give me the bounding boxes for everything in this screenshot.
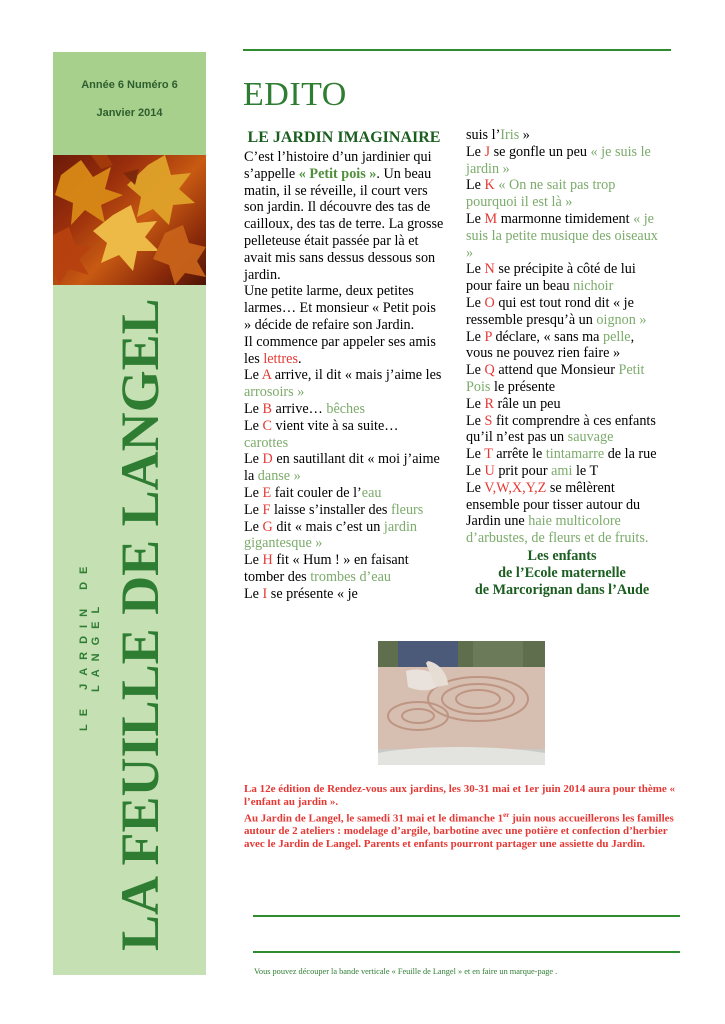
text-run: I <box>262 585 268 602</box>
col2-paragraph <box>466 463 658 480</box>
text-run: se précipite à côté de lui pour faire un beau <box>466 261 636 295</box>
text-run: eau <box>361 484 382 501</box>
col2-paragraph <box>466 144 658 178</box>
text-run: Il commence par appeler ses amis les <box>244 333 436 367</box>
article-title: LE JARDIN IMAGINAIRE <box>247 129 441 146</box>
text-run: O <box>484 294 495 311</box>
text-run: « je suis la petite musique des oiseaux » <box>466 210 658 261</box>
text-run: F <box>262 501 271 518</box>
col1-paragraph <box>244 451 444 485</box>
col1-paragraph <box>244 586 444 603</box>
text-run: Le <box>466 462 485 479</box>
text-run: ami <box>551 462 573 479</box>
text-run: vient vite à sa suite… <box>271 417 399 434</box>
text-run: Le <box>244 585 263 602</box>
text-run: Le <box>244 518 263 535</box>
text-run: arrive… <box>271 400 327 417</box>
text-run: Le <box>466 362 485 379</box>
edito-heading: EDITO <box>243 76 347 113</box>
col1-paragraph <box>244 519 444 553</box>
text-run: Le <box>466 261 485 278</box>
text-run: R <box>484 395 494 412</box>
band-header-block <box>53 52 206 155</box>
issue-number: Année 6 Numéro 6 <box>81 79 178 91</box>
text-run: G <box>262 518 273 535</box>
text-run: se gonfle un peu <box>490 143 591 160</box>
article-column-2 <box>466 127 658 599</box>
text-run: Le <box>466 328 485 345</box>
text-run: Le <box>244 501 263 518</box>
text-run: C’est l’histoire d’un jardinier qui s’appelle <box>244 149 432 182</box>
notice-p2-sup: er <box>503 810 510 819</box>
text-run: Le <box>244 400 263 417</box>
text-run: déclare, « sans ma <box>491 328 603 345</box>
notice-paragraph-1: La 12e édition de Rendez-vous aux jardins, les 30-31 mai et 1er juin 2014 aura pour thème « l’enfant au jardin ». <box>244 783 676 808</box>
signature-line-1: Les enfants <box>527 547 597 564</box>
signature-line-3: de Marcorignan dans l’Aude <box>474 581 650 598</box>
notice-p2-end: juin nous accueillerons les familles autour de 2 ateliers : modelage d’argile, barbotine avec une potière et confection d’herbier avec le Jardin de Langel. Parents et enfants pourront partager une assiette du Jardin. <box>244 812 674 850</box>
top-rule <box>243 49 671 51</box>
text-run: pelle <box>602 328 631 345</box>
text-run: jardin gigantesque » <box>244 518 417 552</box>
text-run: D <box>262 451 273 468</box>
text-run: B <box>262 400 272 417</box>
col2-paragraph <box>466 211 658 261</box>
col2-paragraph <box>466 295 658 329</box>
text-run: arrête le <box>492 446 546 463</box>
text-run: fit comprendre à ces enfants qu’il n’est pas un <box>466 412 656 446</box>
text-run: tintamarre <box>545 446 605 463</box>
col1-paragraph <box>244 334 444 368</box>
text-run: K <box>484 177 495 194</box>
text-run: J <box>484 143 491 160</box>
text-run: nichoir <box>573 278 614 295</box>
autumn-leaves-photo <box>53 155 206 285</box>
col2-paragraph <box>466 127 658 144</box>
text-run: haie multicolore d’arbustes, de fleurs et de fruits. <box>466 513 649 547</box>
text-run: dit « mais c’est un <box>272 518 384 535</box>
text-run: » <box>519 127 530 143</box>
text-run: le présente <box>490 378 556 395</box>
text-run: Le <box>466 294 485 311</box>
text-run: bêches <box>326 400 365 417</box>
col1-paragraph <box>244 401 444 418</box>
text-run: , vous ne pouvez rien faire » <box>466 328 635 362</box>
text-run: de la rue <box>604 446 657 463</box>
col2-paragraph <box>466 413 658 447</box>
article-column-2-body <box>466 127 658 547</box>
notice-paragraph-2 <box>244 809 676 851</box>
text-run: U <box>484 462 495 479</box>
text-run: H <box>262 552 273 569</box>
band-title: LA FEUILLE DE LANGEL <box>110 298 170 952</box>
text-run: se mêlèrent ensemble pour tisser autour du Jardin une <box>466 479 641 530</box>
text-run: qui est tout rond dit « je ressemble presqu’à un <box>466 294 634 328</box>
text-run: fleurs <box>390 501 424 518</box>
text-run: lettres <box>263 350 298 367</box>
text-run: Le <box>466 395 485 412</box>
text-run: fit « Hum ! » en faisant tomber des <box>244 552 409 585</box>
text-run: S <box>484 412 493 429</box>
text-run: arrosoirs » <box>244 384 305 401</box>
text-run: E <box>262 484 272 501</box>
text-run: Le <box>466 143 485 160</box>
text-run: Le <box>244 367 262 384</box>
signature-line-2: de l’Ecole maternelle <box>498 564 626 581</box>
text-run: P <box>484 328 492 345</box>
text-run: oignon » <box>596 311 647 328</box>
text-run: « je suis le jardin » <box>466 143 651 177</box>
col1-paragraph <box>244 418 444 452</box>
bottom-rule-1 <box>253 915 680 917</box>
text-run: Le <box>244 484 263 501</box>
col2-paragraph <box>466 446 658 463</box>
text-run: en sautillant dit « moi j’aime la <box>244 451 440 485</box>
text-run: râle un peu <box>493 395 561 412</box>
clay-hands-photo <box>378 641 545 765</box>
text-run: « On ne sait pas trop pourquoi il est là » <box>466 177 616 211</box>
text-run: Le <box>466 412 485 429</box>
bottom-rule-2 <box>253 951 680 953</box>
footer-bookmark-note: Vous pouvez découper la bande verticale « Feuille de Langel » et en faire un marque-page . <box>254 967 558 976</box>
text-run: fait couler de l’ <box>271 484 362 501</box>
col2-paragraph <box>466 362 658 396</box>
text-run: le T <box>572 462 599 479</box>
text-run: . <box>297 350 302 367</box>
text-run: . Un beau matin, il se réveille, il court vers son jardin. Il découvre des tas de cailloux, des tas de terre. La grosse pelleteuse était passée par là et avait mis sans dessus dessous son jardin. <box>244 165 444 283</box>
event-notice <box>244 783 676 851</box>
text-run: Le <box>466 177 485 194</box>
col1-paragraph <box>244 552 444 586</box>
col2-paragraph <box>466 177 658 211</box>
text-run: prit pour <box>494 462 552 479</box>
text-run: laisse s’installer des <box>270 501 391 518</box>
text-run: Le <box>466 210 485 227</box>
text-run: se présente « je <box>267 585 358 602</box>
band-subtitle: LE JARDIN DE LANGEL <box>78 558 102 732</box>
text-run: A <box>261 367 272 384</box>
col1-paragraph <box>244 502 444 519</box>
text-run: M <box>484 210 498 227</box>
text-run: marmonne timidement <box>497 210 634 227</box>
text-run: Petit Pois <box>466 362 645 395</box>
text-run: trombes d’eau <box>310 568 391 585</box>
text-run: V,W,X,Y,Z <box>484 479 547 496</box>
text-run: Le <box>244 552 263 569</box>
article-column-1 <box>244 128 444 603</box>
text-run: suis l’ <box>466 127 501 143</box>
text-run: N <box>484 261 495 278</box>
text-run: Q <box>484 362 495 379</box>
article-column-1-body <box>244 149 444 603</box>
col2-paragraph <box>466 480 658 547</box>
text-run: sauvage <box>567 429 614 446</box>
col1-paragraph <box>244 283 444 333</box>
text-run: Le <box>466 446 485 463</box>
issue-date: Janvier 2014 <box>96 107 163 119</box>
text-run: « Petit pois » <box>298 165 377 182</box>
text-run: C <box>262 417 272 434</box>
text-run: Iris <box>500 127 520 143</box>
text-run: Une petite larme, deux petites larmes… Et monsieur « Petit pois » décide de refaire son Jardin. <box>244 283 436 333</box>
col1-paragraph <box>244 367 444 401</box>
notice-p2-start: Au Jardin de Langel, le samedi 31 mai et le dimanche 1 <box>244 812 504 825</box>
col1-paragraph <box>244 485 444 502</box>
text-run: attend que Monsieur <box>494 362 619 379</box>
text-run: arrive, il dit « mais j’aime les <box>271 367 442 384</box>
text-run: carottes <box>244 434 289 451</box>
col2-paragraph <box>466 329 658 363</box>
text-run: T <box>484 446 493 463</box>
text-run: danse » <box>257 468 301 485</box>
article-signature <box>466 548 658 599</box>
text-run: Le <box>244 417 263 434</box>
col1-paragraph <box>244 149 444 283</box>
col2-paragraph <box>466 396 658 413</box>
text-run: Le <box>244 451 263 468</box>
text-run: Le <box>466 479 485 496</box>
col2-paragraph <box>466 261 658 295</box>
